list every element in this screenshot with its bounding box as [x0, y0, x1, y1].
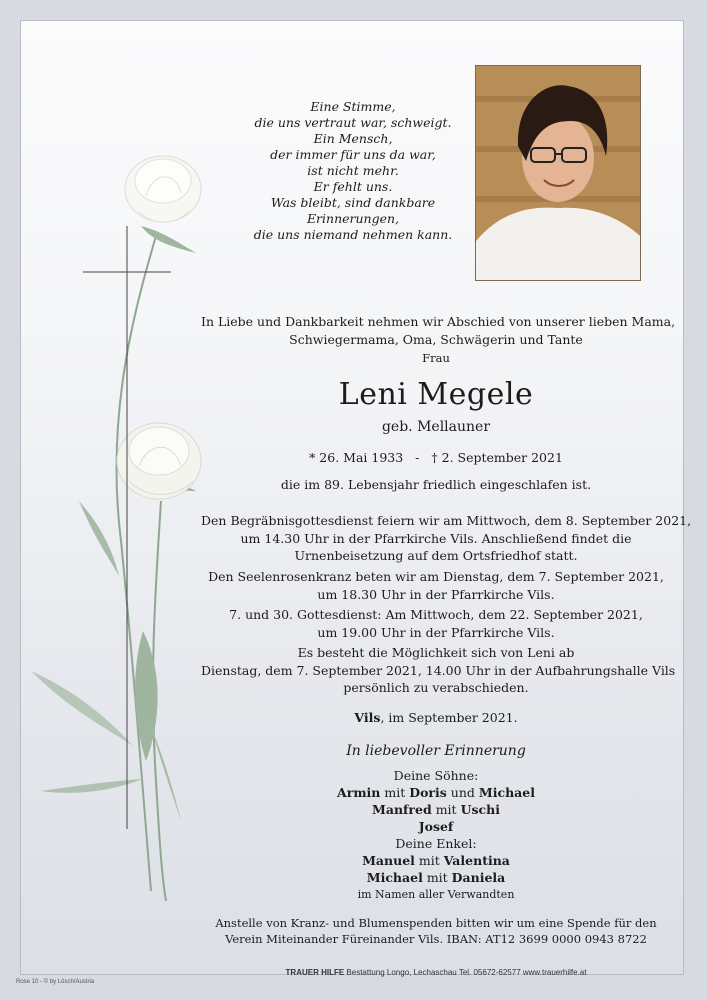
family-name: Michael: [366, 870, 423, 885]
donation-line: Verein Miteinander Füreinander Vils. IBAN: AT12 3699 0000 0943 8722: [225, 932, 647, 946]
farewell-line: persönlich zu verabschieden.: [343, 680, 529, 695]
poem-line: Was bleibt, sind dankbare: [270, 195, 436, 210]
relatives-line: im Namen aller Verwandten: [357, 888, 515, 901]
donation-line: Anstelle von Kranz- und Blumenspenden bitten wir um eine Spende für den: [215, 916, 657, 930]
family-conjunction: mit: [384, 785, 406, 800]
footer-brand: TRAUER HILFE: [285, 968, 345, 977]
poem-line: die uns niemand nehmen kann.: [253, 227, 453, 242]
poem-line: Er fehlt uns.: [313, 179, 393, 194]
rose-icon: [125, 156, 201, 222]
funeral-info: [201, 512, 692, 565]
place: Vils: [354, 710, 381, 725]
family-conjunction: und: [450, 785, 475, 800]
mass-line: 7. und 30. Gottesdienst: Am Mittwoch, dem 22. September 2021,: [229, 607, 643, 622]
rosary-info: [201, 568, 671, 603]
death-date: † 2. September 2021: [431, 450, 563, 465]
family-list: [201, 767, 671, 903]
rosary-line: um 18.30 Uhr in der Pfarrkirche Vils.: [317, 586, 555, 602]
poem-line: Ein Mensch,: [313, 131, 393, 146]
family-row: [201, 801, 671, 818]
date-separator: -: [415, 450, 420, 465]
poem-line: Erinnerungen,: [306, 211, 400, 226]
rosary-line: Den Seelenrosenkranz beten wir am Dienstag, dem 7. September 2021,: [208, 569, 664, 584]
intro-line: In Liebe und Dankbarkeit nehmen wir Abschied von unserer lieben Mama,: [201, 314, 676, 329]
family-name: Josef: [418, 819, 454, 834]
farewell-line: Dienstag, dem 7. September 2021, 14.00 Uhr in der Aufbahrungshalle Vils: [201, 662, 676, 678]
life-dates: [201, 449, 671, 467]
family-name: Manuel: [362, 853, 415, 868]
rose-decoration: [21, 21, 221, 921]
family-row: [201, 784, 671, 801]
date: , im September 2021.: [380, 710, 518, 725]
mass-line: um 19.00 Uhr in der Pfarrkirche Vils.: [317, 624, 555, 640]
obituary-card: [20, 20, 692, 977]
footer-details: Bestattung Longo, Lechaschau Tel. 05672-62577 www.trauerhilfe.at: [344, 968, 587, 977]
age-line: die im 89. Lebensjahr friedlich eingeschlafen ist.: [280, 477, 592, 492]
intro-frau: Frau: [422, 351, 450, 365]
family-name: Daniela: [451, 870, 506, 885]
place-date: [201, 709, 671, 727]
farewell-line: Es besteht die Möglichkeit sich von Leni ab: [297, 645, 575, 660]
funeral-line: Urnenbeisetzung auf dem Ortsfriedhof statt.: [294, 548, 578, 563]
family-name: Doris: [409, 785, 447, 800]
grandchildren-label: Deine Enkel:: [395, 836, 477, 851]
family-name: Valentina: [443, 853, 510, 868]
maiden-name: geb. Mellauner: [381, 419, 491, 435]
family-row: [201, 852, 671, 869]
poem-line: Eine Stimme,: [310, 99, 396, 114]
poem-line: ist nicht mehr.: [307, 163, 399, 178]
intro-text: [201, 313, 676, 368]
family-conjunction: mit: [418, 853, 440, 868]
family-name: Michael: [478, 785, 535, 800]
memory-heading: In liebevoller Erinnerung: [346, 743, 526, 759]
donation-note: [201, 915, 671, 947]
intro-line: Schwiegermama, Oma, Schwägerin und Tante: [289, 331, 583, 347]
family-name: Uschi: [460, 802, 500, 817]
funeral-line: Den Begräbnisgottesdienst feiern wir am Mittwoch, dem 8. September 2021,: [201, 513, 692, 528]
family-row: [201, 869, 671, 886]
family-name: Armin: [337, 785, 381, 800]
deceased-name: Leni Megele: [338, 377, 534, 412]
mass-info: [201, 606, 671, 641]
funeral-line: um 14.30 Uhr in der Pfarrkirche Vils. Anschließend findet die: [240, 530, 632, 546]
rose-icon: [117, 423, 201, 499]
poem: [233, 99, 473, 243]
family-row: [201, 818, 671, 835]
family-conjunction: mit: [435, 802, 457, 817]
family-name: Manfred: [372, 802, 432, 817]
birth-date: * 26. Mai 1933: [309, 450, 404, 465]
poem-line: der immer für uns da war,: [270, 147, 436, 162]
portrait-photo: [475, 65, 641, 281]
sons-label: Deine Söhne:: [393, 768, 479, 783]
farewell-info: [201, 644, 676, 697]
undertaker-footer: [201, 960, 671, 979]
image-credit: Rose 10 - © by Lösch/Austria: [16, 979, 95, 985]
family-conjunction: mit: [426, 870, 448, 885]
poem-line: die uns vertraut war, schweigt.: [254, 115, 452, 130]
